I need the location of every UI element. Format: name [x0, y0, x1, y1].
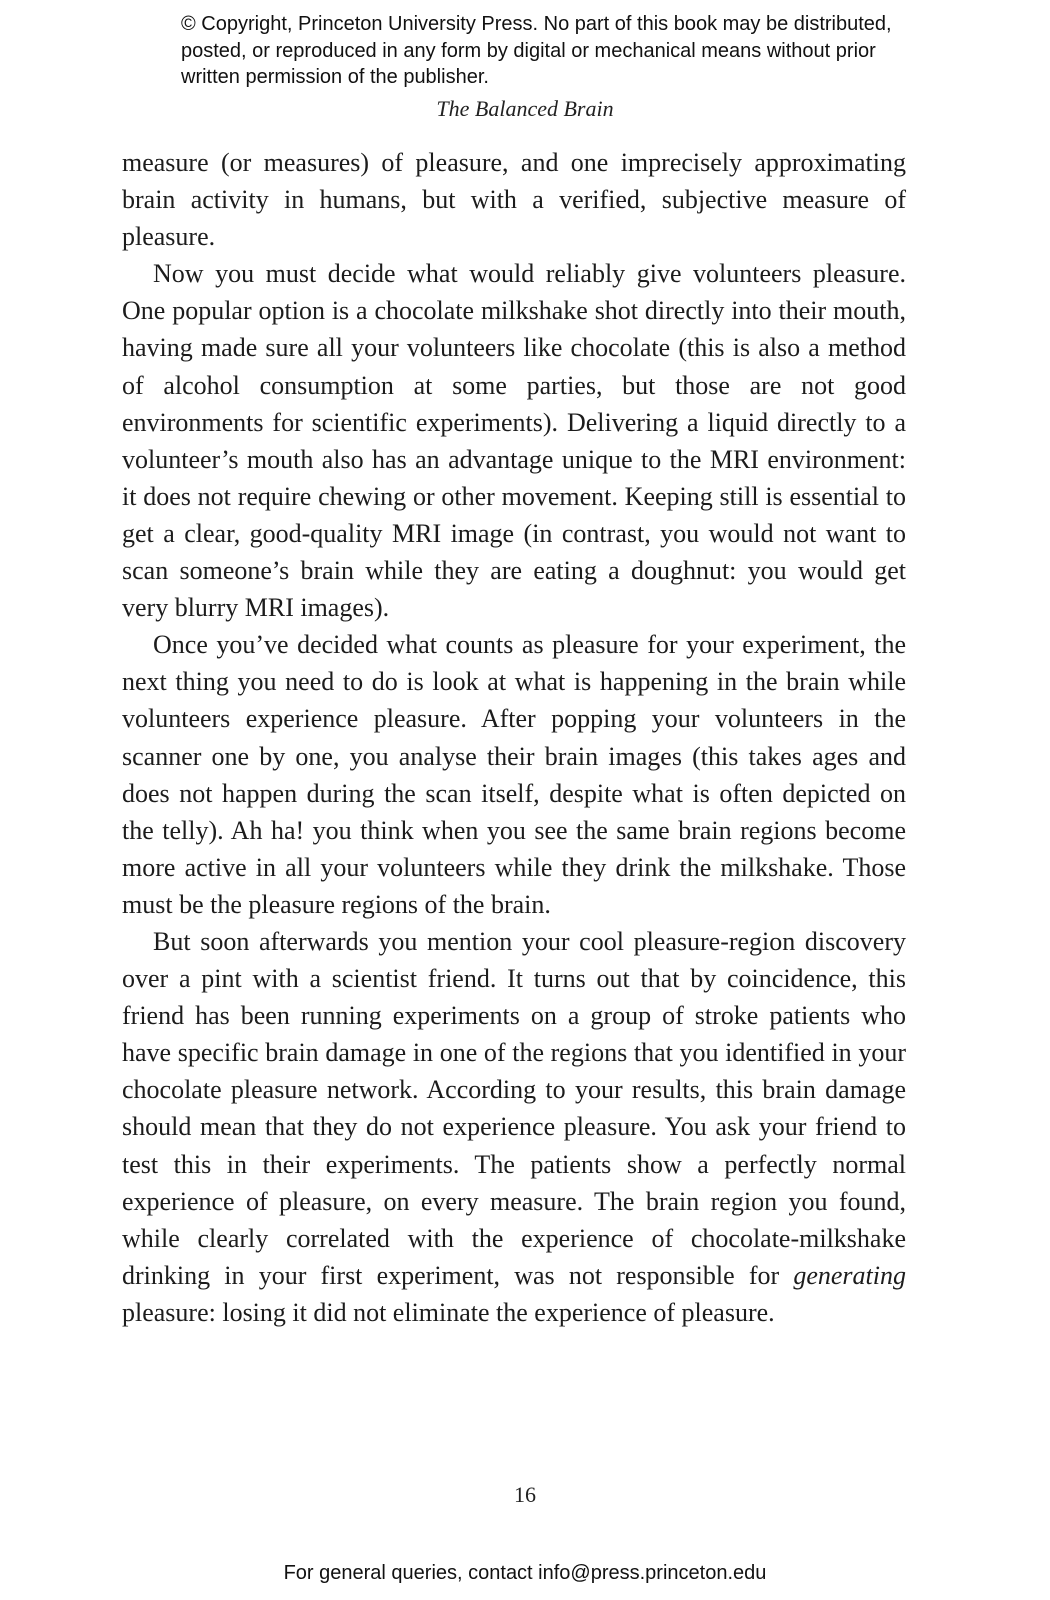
- paragraph-4: [122, 923, 906, 1331]
- paragraph-4-text-start: But soon afterwards you mention your cool pleasure-region discovery over a pint with a scientist friend. It turns out that by coincidence, this friend has been running experiments on a group of stroke patients who have specific brain damage in one of the regions that you identified in your chocolate pleasure network. According to your results, this brain damage should mean that they do not experience pleasure. You ask your friend to test this in their experiments. The patients show a perfectly normal experience of pleasure, on every measure. The brain region you found, while clearly correlated with the experience of chocolate-milkshake drinking in your first experiment, was not responsible for: [122, 926, 906, 1290]
- paragraph-1: measure (or measures) of pleasure, and one imprecisely approximating brain activity in humans, but with a verified, subjective measure of pleasure.: [122, 148, 906, 252]
- page-body: [122, 144, 906, 1331]
- copyright-notice: © Copyright, Princeton University Press. No part of this book may be distributed, posted, or reproduced in any form by digital or mechanical means without prior written permission of the publisher.: [181, 13, 892, 88]
- paragraph-4-emphasis: generating: [793, 1260, 906, 1290]
- contact-footer: For general queries, contact info@press.princeton.edu: [283, 1562, 767, 1584]
- paragraph-4-text-end: pleasure: losing it did not eliminate the experience of pleasure.: [122, 1297, 775, 1327]
- page-number: 16: [514, 1482, 536, 1507]
- running-head: The Balanced Brain: [436, 96, 614, 121]
- paragraph-2: Now you must decide what would reliably give volunteers pleasure. One popular option is a chocolate milkshake shot directly into their mouth, having made sure all your volunteers like chocolate (this is also a method of alcohol consumption at some parties, but those are not good environments for scientific experiments). Delivering a liquid directly to a volunteer’s mouth also has an advantage unique to the MRI environment: it does not require chewing or other movement. Keeping still is essential to get a clear, good-quality MRI image (in contrast, you would not want to scan someone’s brain while they are eating a doughnut: you would get very blurry MRI images).: [122, 259, 906, 623]
- paragraph-3: Once you’ve decided what counts as pleasure for your experiment, the next thing you need to do is look at what is happening in the brain while volunteers experience pleasure. After popping your volunteers in the scanner one by one, you analyse their brain images (this takes ages and does not happen during the scan itself, despite what is often depicted on the telly). Ah ha! you think when you see the same brain regions become more active in all your volunteers while they drink the milkshake. Those must be the pleasure regions of the brain.: [122, 630, 906, 919]
